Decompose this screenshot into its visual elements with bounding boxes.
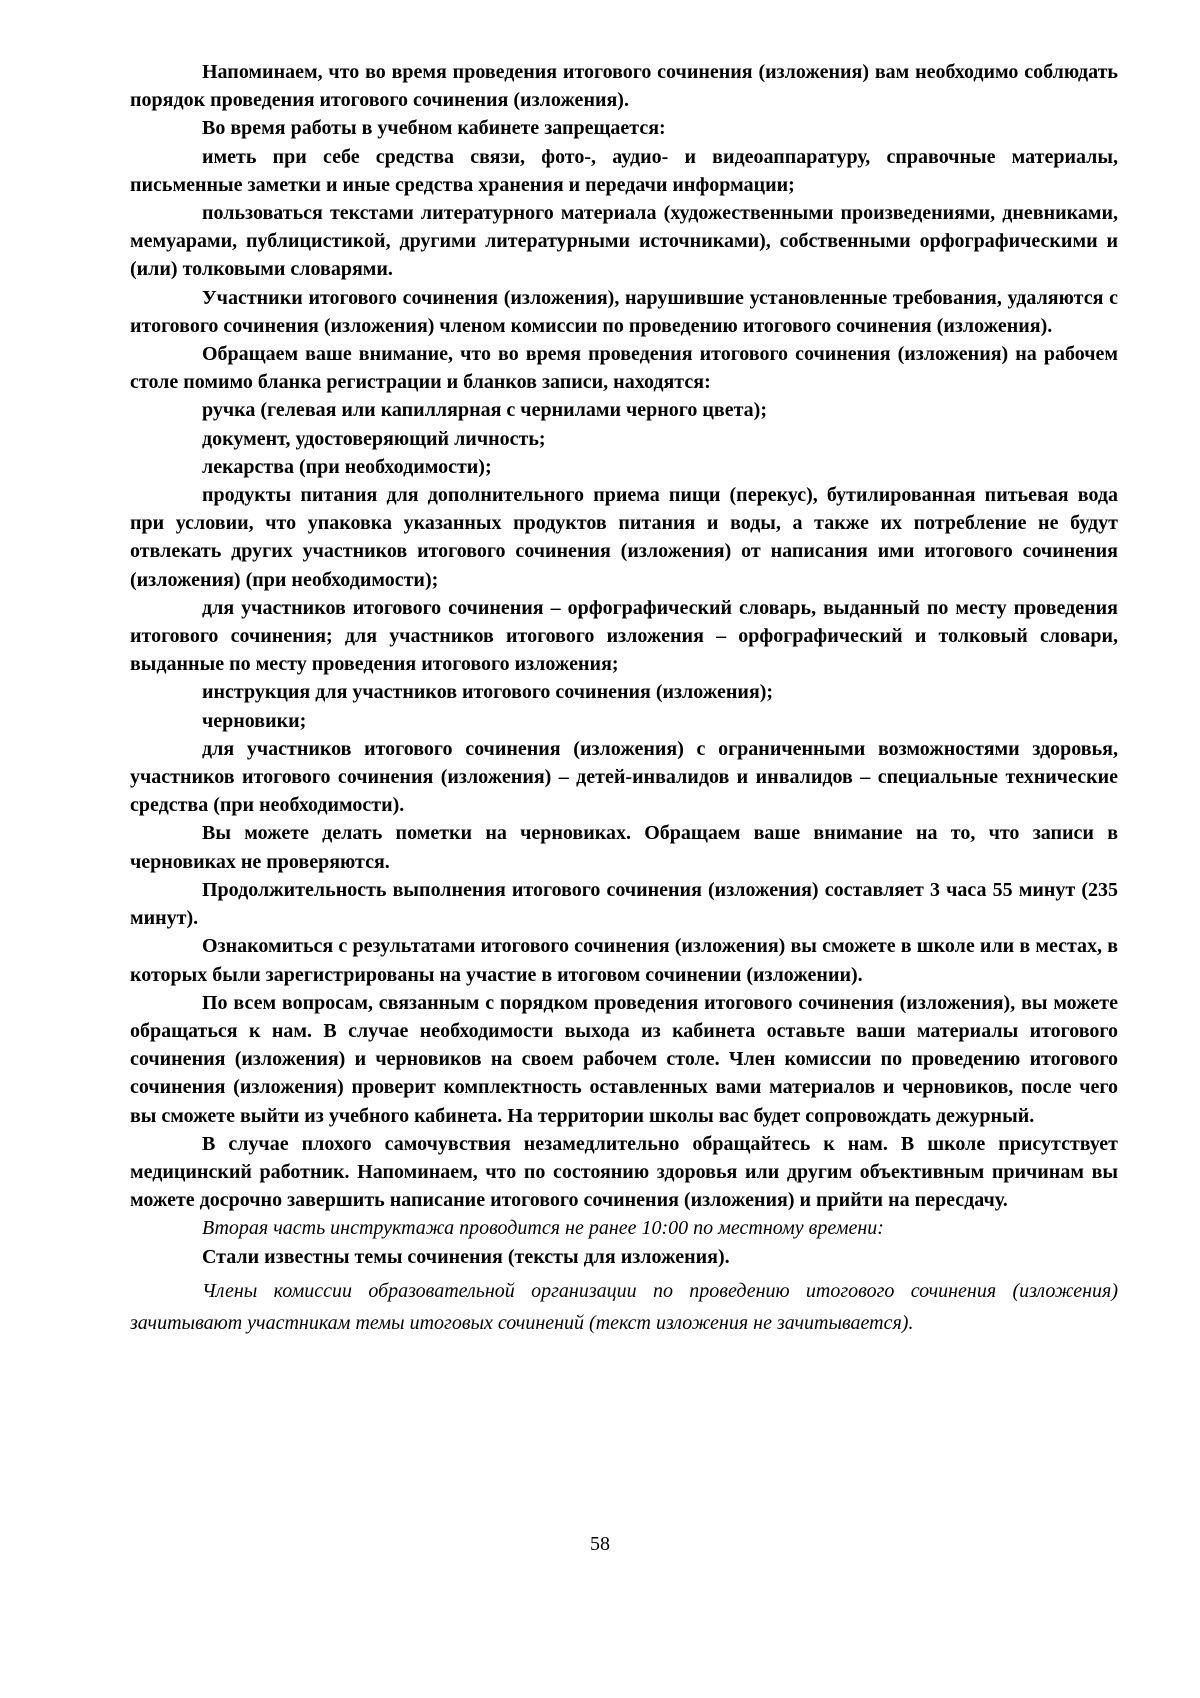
list-item-instructions: инструкция для участников итогового сочинения (изложения); [202, 681, 774, 704]
paragraph-removal: Участники итогового сочинения (изложения), нарушившие установленные требования, удаляются с итогового сочинения (изложения) членом комиссии по проведению итогового сочинения (изложения). [130, 286, 1118, 337]
paragraph-second-part-note: Вторая часть инструктажа проводится не ранее 10:00 по местному времени: [202, 1217, 884, 1240]
paragraph-prohibited-heading: Во время работы в учебном кабинете запрещается: [202, 117, 666, 140]
list-item-id-document: документ, удостоверяющий личность; [202, 427, 546, 450]
paragraph-draft-notes: Вы можете делать пометки на черновиках. Обращаем ваше внимание на то, что записи в черновиках не проверяются. [130, 822, 1118, 873]
paragraph-topics-read: Члены комиссии образовательной организации по проведению итогового сочинения (изложения) зачитывают участникам темы итоговых сочинений (текст изложения не зачитывается). [130, 1279, 1118, 1334]
paragraph-results: Ознакомиться с результатами итогового сочинения (изложения) вы сможете в школе или в местах, в которых были зарегистрированы на участие в итоговом сочинении (изложении). [130, 935, 1118, 986]
paragraph-prohibited-texts: пользоваться текстами литературного материала (художественными произведениями, дневниками, мемуарами, публицистикой, другими литературными источниками), собственными орфографическими и (или) толковыми словарями. [130, 202, 1118, 281]
paragraph-health: В случае плохого самочувствия незамедлительно обращайтесь к нам. В школе присутствует медицинский работник. Напоминаем, что по состоянию здоровья или другим объективным причинам вы можете досрочно завершить написание итогового сочинения (изложения) и прийти на пересдачу. [130, 1132, 1118, 1212]
list-item-medicine: лекарства (при необходимости); [202, 455, 492, 478]
list-item-special-equipment: для участников итогового сочинения (изложения) с ограниченными возможностями здоровья, участников итогового сочинения (изложения) – детей-инвалидов и инвалидов – специальные технические средства (при необходимости). [130, 737, 1118, 817]
list-item-drafts: черновики; [202, 709, 307, 732]
page-number: 58 [590, 1533, 610, 1555]
paragraph-duration: Продолжительность выполнения итогового сочинения (изложения) составляет 3 часа 55 минут (235 минут). [130, 878, 1118, 930]
paragraph-questions: По всем вопросам, связанным с порядком проведения итогового сочинения (изложения), вы можете обращаться к нам. В случае необходимости выхода из кабинета оставьте ваши материалы итогового сочинения (изложения) и черновиков на своем рабочем столе. Член комиссии по проведению итогового сочинения (изложения) проверит комплектность оставленных вами материалов и черновиков, после чего вы сможете выйти из учебного кабинета. На территории школы вас будет сопровождать дежурный. [130, 991, 1118, 1127]
list-item-dictionaries: для участников итогового сочинения – орфографический словарь, выданный по месту проведения итогового сочинения; для участников итогового изложения – орфографический и толковый словари, выданные по месту проведения итогового изложения; [130, 596, 1118, 676]
paragraph-reminder: Напоминаем, что во время проведения итогового сочинения (изложения) вам необходимо соблюдать порядок проведения итогового сочинения (изложения). [130, 61, 1118, 112]
paragraph-desk-items: Обращаем ваше внимание, что во время проведения итогового сочинения (изложения) на рабочем столе помимо бланка регистрации и бланков записи, находятся: [130, 343, 1118, 394]
list-item-food-water: продукты питания для дополнительного приема пищи (перекус), бутилированная питьевая вода при условии, что упаковка указанных продуктов питания и воды, а также их потребление не будут отвлекать других участников итогового сочинения (изложения) от написания ими итогового сочинения (изложения) (при необходимости); [130, 484, 1118, 591]
document-body [130, 58, 1118, 1339]
paragraph-prohibited-devices: иметь при себе средства связи, фото-, аудио- и видеоаппаратуру, справочные материалы, письменные заметки и иные средства хранения и передачи информации; [130, 145, 1118, 196]
paragraph-topics-known: Стали известны темы сочинения (тексты для изложения). [202, 1245, 730, 1268]
list-item-pen: ручка (гелевая или капиллярная с чернилами черного цвета); [202, 399, 767, 422]
